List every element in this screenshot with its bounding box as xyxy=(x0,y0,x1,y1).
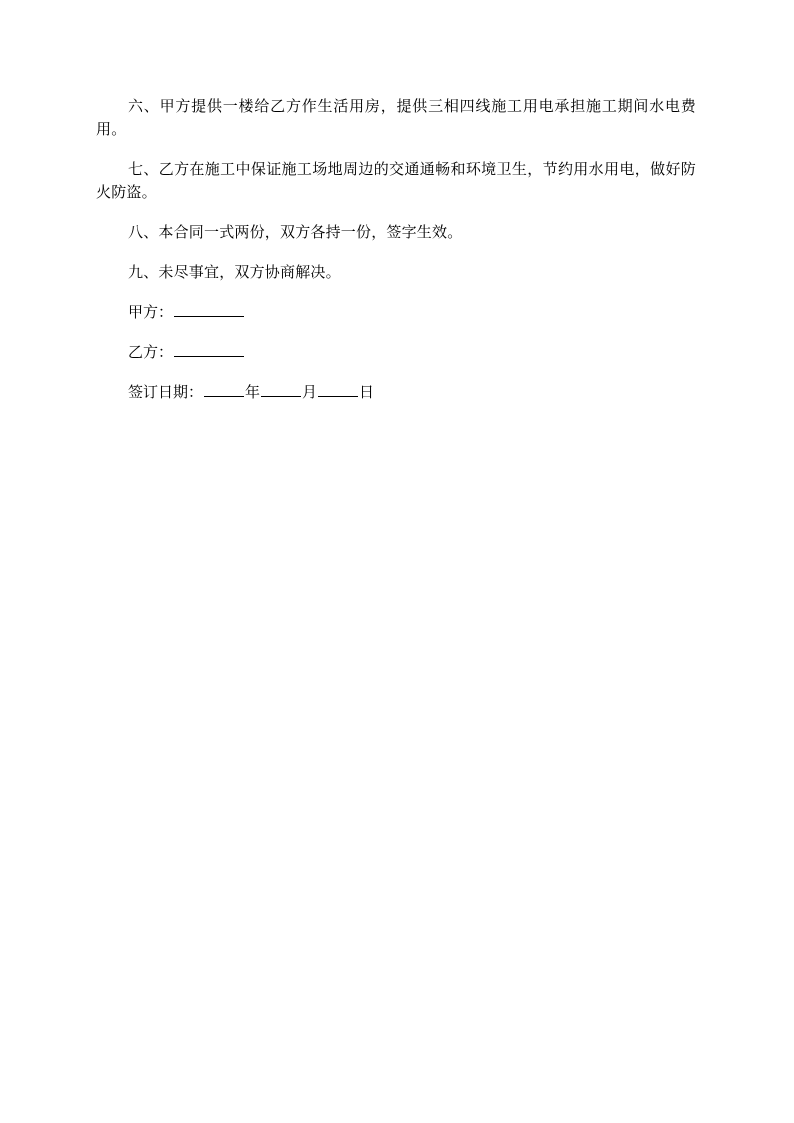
year-label: 年 xyxy=(245,383,261,401)
party-b-blank[interactable] xyxy=(174,341,244,357)
date-label: 签订日期： xyxy=(128,383,204,401)
month-label: 月 xyxy=(302,383,318,401)
day-label: 日 xyxy=(359,383,375,401)
clause-8: 八、本合同一式两份，双方各持一份，签字生效。 xyxy=(128,223,463,241)
clause-6: 六、甲方提供一楼给乙方作生活用房，提供三相四线施工用电承担施工期间水电费用。 xyxy=(96,97,696,138)
month-blank[interactable] xyxy=(261,381,301,397)
document-body xyxy=(96,95,696,421)
clause-7: 七、乙方在施工中保证施工场地周边的交通通畅和环境卫生，节约用水用电，做好防火防盗。 xyxy=(96,160,696,201)
clause-9: 九、未尽事宜，双方协商解决。 xyxy=(128,263,341,281)
signing-date-line xyxy=(96,381,696,404)
party-a-label: 甲方： xyxy=(128,303,174,321)
party-b-label: 乙方： xyxy=(128,343,174,361)
year-blank[interactable] xyxy=(204,381,244,397)
day-blank[interactable] xyxy=(318,381,358,397)
party-b-signature-line xyxy=(96,341,696,364)
party-a-blank[interactable] xyxy=(174,301,244,317)
party-a-signature-line xyxy=(96,301,696,324)
